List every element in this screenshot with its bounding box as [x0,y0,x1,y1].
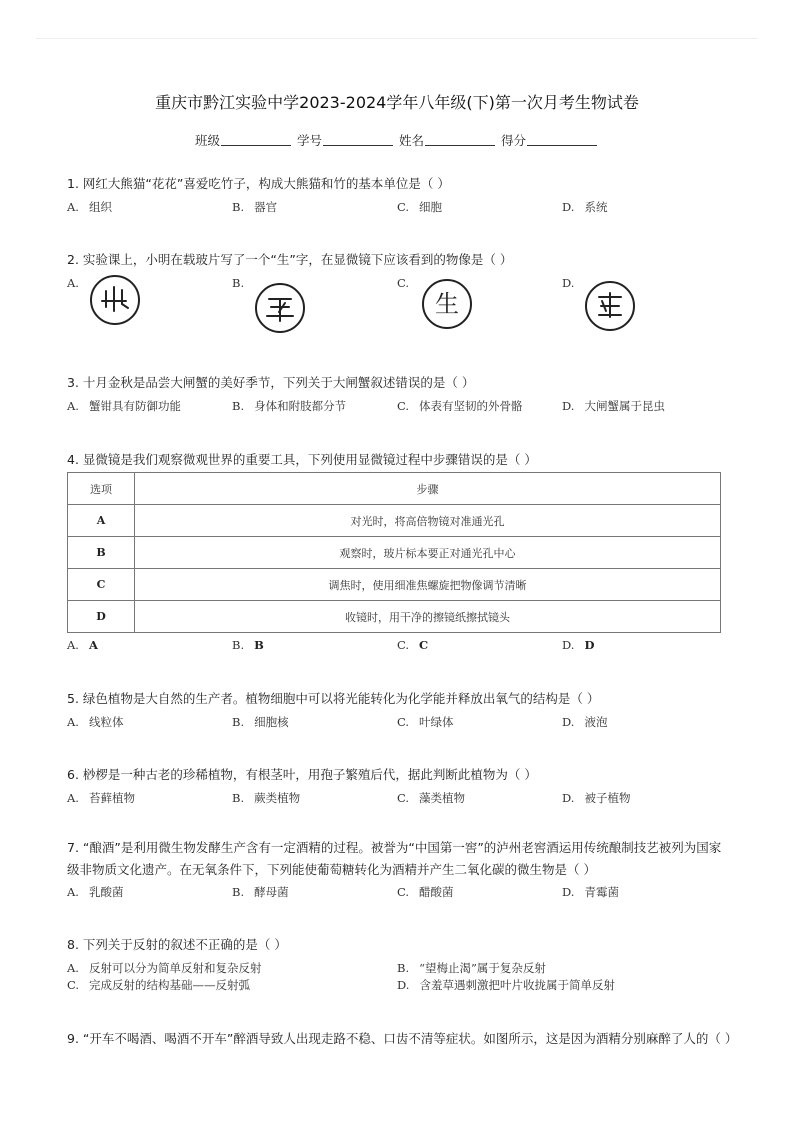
option-text: 身体和附肢都分节 [254,399,347,413]
table-cell-step: 观察时，玻片标本要正对通光孔中心 [135,537,721,569]
option-text: 醋酸菌 [419,885,454,899]
name-blank[interactable] [425,133,495,146]
option-text: 蕨类植物 [254,791,301,805]
class-label: 班级 [194,133,220,148]
option-letter: B. [232,885,245,899]
option-letter: A. [67,638,79,652]
option-letter: D. [562,715,575,729]
character-drawing [424,281,470,327]
option-letter: C. [397,399,410,413]
table-cell-step: 调焦时，使用细准焦螺旋把物像调节清晰 [135,569,721,601]
q3-option-d[interactable] [562,398,665,414]
question-8-text: 8. 下列关于反射的叙述不正确的是（ ） [67,937,287,952]
option-text: 完成反射的结构基础——反射弧 [89,978,251,992]
table-row [68,537,721,569]
character-drawing [92,277,138,323]
option-letter: A. [67,961,79,975]
q2-option-d-letter[interactable]: D. [562,276,575,290]
q7-option-a[interactable] [67,884,123,900]
q1-option-b[interactable] [232,199,277,215]
option-letter: A. [67,715,79,729]
q3-option-a[interactable] [67,398,181,414]
option-letter: D. [562,200,575,214]
option-letter: A. [67,399,79,413]
option-letter: D. [562,638,575,652]
table-cell-option: D [68,601,135,633]
table-row [68,601,721,633]
option-text: D [584,638,595,652]
q6-option-c[interactable] [397,790,465,806]
option-text: 藻类植物 [419,791,466,805]
option-text: 叶绿体 [419,715,454,729]
q1-option-a[interactable] [67,199,112,215]
q1-option-c[interactable] [397,199,442,215]
option-text: 大闸蟹属于昆虫 [584,399,665,413]
question-2-text: 2. 实验课上，小明在载玻片写了一个“生”字，在显微镜下应该看到的物像是（ ） [67,252,513,267]
table-cell-option: C [68,569,135,601]
option-text: A [88,638,98,652]
table-row [68,505,721,537]
option-text: 青霉菌 [584,885,619,899]
q7-option-b[interactable] [232,884,289,900]
question-7-text: 7. “酿酒”是利用微生物发酵生产含有一定酒精的过程。被誉为“中国第一窖”的泸州老窖酒运用传统酿制技艺被列为国家级非物质文化遗产。在无氧条件下，下列能使葡萄糖转化为酒精并产生二氧化碳的微生物是（ ） [67,840,722,877]
q4-option-a[interactable] [67,638,98,652]
student-info-line [0,131,794,149]
q6-option-b[interactable] [232,790,300,806]
option-letter: C. [397,791,410,805]
option-text: “望梅止渴”属于复杂反射 [419,961,546,975]
q5-option-b[interactable] [232,714,289,730]
question-1-text: 1. 网红大熊猫“花花”喜爱吃竹子，构成大熊猫和竹的基本单位是（ ） [67,176,450,191]
option-text: 细胞核 [254,715,289,729]
q5-option-d[interactable] [562,714,607,730]
q6-option-d[interactable] [562,790,630,806]
table-header-row [68,473,721,505]
table-cell-step: 收镜时，用干净的擦镜纸擦拭镜头 [135,601,721,633]
option-letter: C. [397,885,410,899]
option-text: 蟹钳具有防御功能 [88,399,181,413]
option-letter: B. [232,200,245,214]
q7-option-d[interactable] [562,884,619,900]
option-text: 酵母菌 [254,885,289,899]
option-text: 体表有坚韧的外骨骼 [419,399,523,413]
q3-option-c[interactable] [397,398,523,414]
option-letter: A. [67,885,79,899]
option-text: C [419,638,429,652]
q8-option-c[interactable] [67,977,250,993]
q2-option-d-image[interactable] [585,281,635,331]
table-cell-option: B [68,537,135,569]
q8-option-b[interactable] [397,960,546,976]
question-5-text: 5. 绿色植物是大自然的生产者。植物细胞中可以将光能转化为化学能并释放出氧气的结构是（ ） [67,691,600,706]
option-letter: D. [562,791,575,805]
question-6-text: 6. 桫椤是一种古老的珍稀植物，有根茎叶，用孢子繁殖后代，据此判断此植物为（ ） [67,767,537,782]
q2-option-b-image[interactable] [255,283,305,333]
question-3-text: 3. 十月金秋是品尝大闸蟹的美好季节，下列关于大闸蟹叙述错误的是（ ） [67,375,475,390]
score-blank[interactable] [527,133,597,146]
option-letter: A. [67,200,79,214]
option-letter: B. [397,961,410,975]
option-letter: B. [232,638,245,652]
option-letter: D. [562,399,575,413]
q8-option-d[interactable] [397,977,615,993]
q7-option-c[interactable] [397,884,454,900]
option-text: 液泡 [584,715,608,729]
option-letter: C. [397,200,410,214]
question-4-text: 4. 显微镜是我们观察微观世界的重要工具，下列使用显微镜过程中步骤错误的是（ ） [67,452,537,467]
q4-option-c[interactable] [397,638,428,652]
option-letter: B. [232,715,245,729]
steps-table [67,472,721,633]
option-text: 线粒体 [88,715,124,729]
q6-option-a[interactable] [67,790,135,806]
q2-option-a-image[interactable] [90,275,140,325]
exam-title: 重庆市黔江实验中学2023-2024学年八年级(下)第一次月考生物试卷 [155,93,639,112]
option-letter: D. [562,885,575,899]
table-header-cell: 选项 [68,473,135,505]
id-label: 学号 [296,133,322,148]
q5-option-a[interactable] [67,714,123,730]
option-letter: C. [67,978,80,992]
option-text: 含羞草遇刺激把叶片收拢属于简单反射 [419,978,615,992]
option-letter: B. [232,399,245,413]
table-cell-step: 对光时，将高倍物镜对准通光孔 [135,505,721,537]
option-letter: B. [232,791,245,805]
q8-option-a[interactable] [67,960,261,976]
character-drawing [587,283,633,329]
option-letter: A. [67,791,79,805]
option-text: 反射可以分为简单反射和复杂反射 [88,961,262,975]
id-blank[interactable] [323,133,393,146]
option-text: 器官 [254,200,278,214]
option-text: 乳酸菌 [88,885,124,899]
q4-option-b[interactable] [232,638,264,652]
q2-option-b-letter[interactable]: B. [232,276,245,290]
table-cell-option: A [68,505,135,537]
option-letter: D. [397,978,410,992]
option-text: 组织 [88,200,112,214]
table-row [68,569,721,601]
option-letter: C. [397,638,410,652]
q2-option-c-letter[interactable]: C. [397,276,410,290]
q3-option-b[interactable] [232,398,346,414]
page-top-divider [36,38,758,39]
option-text: 细胞 [419,200,443,214]
name-label: 姓名 [398,133,424,148]
q1-option-d[interactable] [562,199,607,215]
character-glyph: 生 [435,290,459,318]
character-drawing [257,285,303,331]
q2-option-a-letter[interactable]: A. [67,276,79,290]
q5-option-c[interactable] [397,714,454,730]
class-blank[interactable] [221,133,291,146]
option-letter: C. [397,715,410,729]
option-text: 苔藓植物 [88,791,135,805]
option-text: 系统 [584,200,608,214]
score-label: 得分 [500,133,526,148]
table-header-cell: 步骤 [135,473,721,505]
option-text: 被子植物 [584,791,631,805]
option-text: B [254,638,264,652]
question-9-text: 9. “开车不喝酒、喝酒不开车”醉酒导致人出现走路不稳、口齿不清等症状。如图所示，这是因为酒精分别麻醉了人的（ ） [67,1031,738,1046]
q4-option-d[interactable] [562,638,594,652]
q2-option-c-image[interactable] [422,279,472,329]
